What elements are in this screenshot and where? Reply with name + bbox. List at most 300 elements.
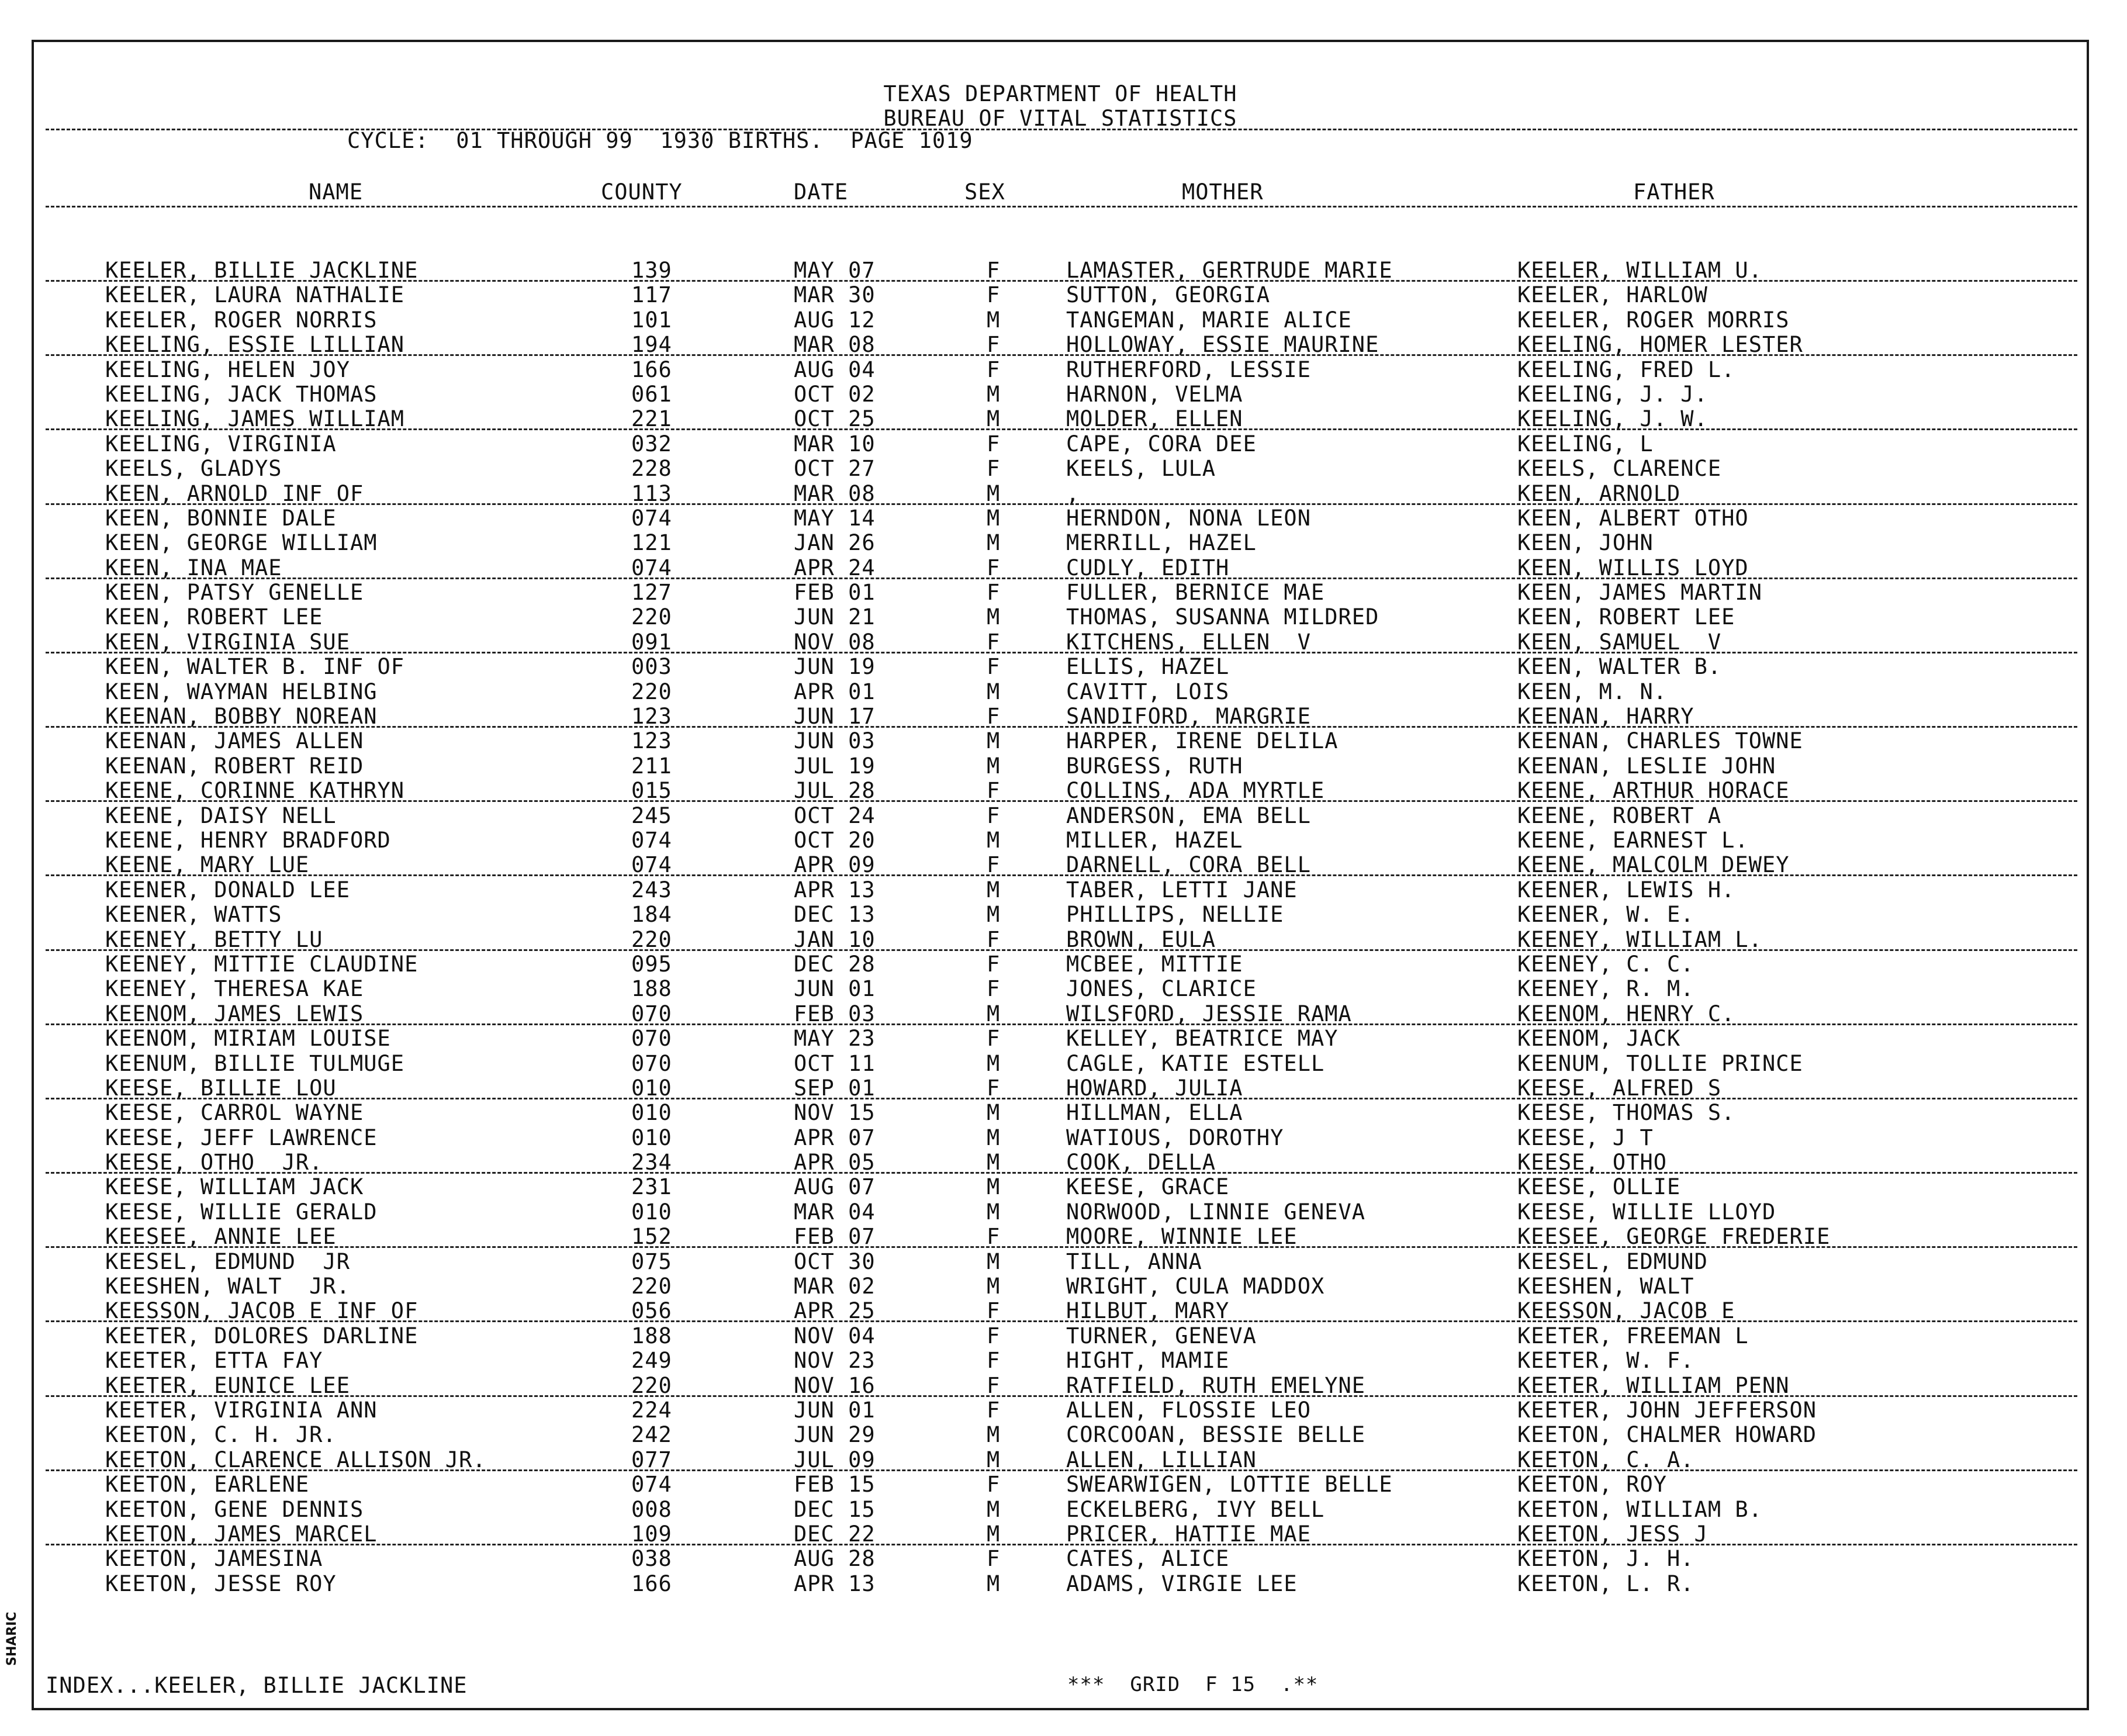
cell-father: KEETER, FREEMAN L bbox=[1517, 1323, 1749, 1348]
cell-sex: M bbox=[987, 1521, 1001, 1547]
cell-mother: LAMASTER, GERTRUDE MARIE bbox=[1066, 258, 1393, 283]
cell-sex: F bbox=[987, 654, 1001, 680]
cell-father: KEEN, SAMUEL V bbox=[1517, 629, 1722, 655]
cell-sex: M bbox=[987, 307, 1001, 333]
cell-county: 074 bbox=[631, 852, 672, 878]
cell-father: KEESE, WILLIE LLOYD bbox=[1517, 1199, 1776, 1225]
cell-mother: CUDLY, EDITH bbox=[1066, 555, 1230, 580]
cell-sex: M bbox=[987, 1100, 1001, 1126]
cell-sex: M bbox=[987, 827, 1001, 853]
cell-father: KEESSON, JACOB E bbox=[1517, 1298, 1735, 1324]
table-row bbox=[34, 1448, 2087, 1472]
cell-date: NOV 04 bbox=[794, 1323, 876, 1348]
cell-name: KEELING, ESSIE LILLIAN bbox=[105, 332, 405, 358]
cell-sex: M bbox=[987, 1447, 1001, 1472]
cell-mother: HARNON, VELMA bbox=[1066, 381, 1243, 407]
cell-name: KEENER, DONALD LEE bbox=[105, 877, 350, 902]
table-row bbox=[34, 1026, 2087, 1051]
cell-mother: PRICER, HATTIE MAE bbox=[1066, 1521, 1311, 1547]
cell-sex: F bbox=[987, 1372, 1001, 1398]
cell-sex: M bbox=[987, 1150, 1001, 1175]
cell-date: OCT 27 bbox=[794, 456, 876, 482]
cell-name: KEESE, JEFF LAWRENCE bbox=[105, 1125, 378, 1150]
cell-name: KEETON, JAMES MARCEL bbox=[105, 1521, 378, 1547]
cell-mother: CAGLE, KATIE ESTELL bbox=[1066, 1050, 1325, 1076]
cell-name: KEELS, GLADYS bbox=[105, 456, 282, 482]
cell-mother: KITCHENS, ELLEN V bbox=[1066, 629, 1311, 655]
cell-father: KEETER, JOHN JEFFERSON bbox=[1517, 1397, 1817, 1423]
cell-sex: F bbox=[987, 357, 1001, 382]
cell-mother: DARNELL, CORA BELL bbox=[1066, 852, 1311, 878]
cell-father: KEELING, J. W. bbox=[1517, 406, 1708, 432]
cell-name: KEENEY, BETTY LU bbox=[105, 926, 323, 952]
table-row bbox=[34, 580, 2087, 605]
column-header-date: DATE bbox=[794, 179, 849, 205]
cell-mother: JONES, CLARICE bbox=[1066, 976, 1257, 1002]
cell-father: KEEN, JAMES MARTIN bbox=[1517, 580, 1762, 606]
cell-name: KEESE, WILLIE GERALD bbox=[105, 1199, 378, 1225]
cell-name: KEELER, BILLIE JACKLINE bbox=[105, 258, 419, 283]
cell-date: NOV 08 bbox=[794, 629, 876, 655]
cell-sex: M bbox=[987, 1274, 1001, 1299]
header-cycle: CYCLE: 01 THROUGH 99 1930 BIRTHS. PAGE 1019 bbox=[347, 128, 973, 153]
cell-mother: ALLEN, LILLIAN bbox=[1066, 1447, 1257, 1472]
cell-name: KEEN, GEORGE WILLIAM bbox=[105, 530, 378, 556]
cell-date: FEB 03 bbox=[794, 1001, 876, 1026]
cell-father: KEEN, JOHN bbox=[1517, 530, 1654, 556]
table-row bbox=[34, 704, 2087, 729]
cell-county: 091 bbox=[631, 629, 672, 655]
row-rule bbox=[46, 280, 2077, 282]
cell-date: JUN 17 bbox=[794, 704, 876, 729]
table-row bbox=[34, 1374, 2087, 1398]
table-row bbox=[34, 1274, 2087, 1299]
cell-mother: THOMAS, SUSANNA MILDRED bbox=[1066, 604, 1379, 630]
header-agency: TEXAS DEPARTMENT OF HEALTH bbox=[883, 81, 1237, 106]
cell-father: KEETER, W. F. bbox=[1517, 1348, 1694, 1374]
cell-mother: WRIGHT, CULA MADDOX bbox=[1066, 1274, 1325, 1299]
cell-name: KEETON, GENE DENNIS bbox=[105, 1496, 364, 1522]
document-frame bbox=[32, 40, 2089, 1710]
cell-date: MAR 30 bbox=[794, 282, 876, 308]
table-row bbox=[34, 1572, 2087, 1596]
cell-county: 220 bbox=[631, 679, 672, 704]
cell-name: KEELING, VIRGINIA bbox=[105, 431, 337, 457]
table-row bbox=[34, 407, 2087, 431]
cell-name: KEESE, BILLIE LOU bbox=[105, 1075, 337, 1101]
cell-sex: F bbox=[987, 1323, 1001, 1348]
table-row bbox=[34, 952, 2087, 977]
cell-father: KEENEY, WILLIAM L. bbox=[1517, 926, 1762, 952]
cell-county: 220 bbox=[631, 926, 672, 952]
cell-mother: , bbox=[1066, 480, 1080, 506]
column-header-county: COUNTY bbox=[601, 179, 683, 205]
row-rule bbox=[46, 652, 2077, 653]
column-header-name: NAME bbox=[309, 179, 364, 205]
cell-father: KEELER, HARLOW bbox=[1517, 282, 1708, 308]
cell-father: KEEN, ROBERT LEE bbox=[1517, 604, 1735, 630]
cell-county: 127 bbox=[631, 580, 672, 606]
cell-county: 123 bbox=[631, 728, 672, 754]
cell-father: KEETON, CHALMER HOWARD bbox=[1517, 1422, 1817, 1448]
row-rule bbox=[46, 800, 2077, 802]
cell-mother: HERNDON, NONA LEON bbox=[1066, 505, 1311, 531]
cell-date: MAR 10 bbox=[794, 431, 876, 457]
cell-county: 101 bbox=[631, 307, 672, 333]
cell-father: KEESE, J T bbox=[1517, 1125, 1654, 1150]
column-header-rule bbox=[46, 206, 2077, 208]
cell-sex: M bbox=[987, 877, 1001, 902]
cell-sex: F bbox=[987, 976, 1001, 1002]
table-row bbox=[34, 977, 2087, 1001]
cell-county: 184 bbox=[631, 902, 672, 928]
row-rule bbox=[46, 949, 2077, 951]
cell-name: KEESE, CARROL WAYNE bbox=[105, 1100, 364, 1126]
cell-county: 228 bbox=[631, 456, 672, 482]
table-row bbox=[34, 779, 2087, 803]
cell-county: 070 bbox=[631, 1050, 672, 1076]
column-header-father: FATHER bbox=[1633, 179, 1715, 205]
cell-county: 123 bbox=[631, 704, 672, 729]
cell-mother: TILL, ANNA bbox=[1066, 1249, 1202, 1274]
cell-name: KEETER, ETTA FAY bbox=[105, 1348, 323, 1374]
cell-name: KEENAN, JAMES ALLEN bbox=[105, 728, 364, 754]
cell-sex: F bbox=[987, 282, 1001, 308]
cell-mother: MOLDER, ELLEN bbox=[1066, 406, 1243, 432]
cell-county: 249 bbox=[631, 1348, 672, 1374]
table-row bbox=[34, 1200, 2087, 1225]
cell-mother: FULLER, BERNICE MAE bbox=[1066, 580, 1325, 606]
cell-date: AUG 04 bbox=[794, 357, 876, 382]
cell-father: KEETON, JESS J bbox=[1517, 1521, 1708, 1547]
cell-mother: MILLER, HAZEL bbox=[1066, 827, 1243, 853]
cell-date: JUL 19 bbox=[794, 753, 876, 779]
cell-date: JUN 01 bbox=[794, 1397, 876, 1423]
cell-mother: MCBEE, MITTIE bbox=[1066, 951, 1243, 977]
table-row bbox=[34, 382, 2087, 407]
cell-name: KEENE, HENRY BRADFORD bbox=[105, 827, 391, 853]
row-rule bbox=[46, 1469, 2077, 1471]
cell-county: 243 bbox=[631, 877, 672, 902]
cell-county: 113 bbox=[631, 480, 672, 506]
cell-date: JUN 03 bbox=[794, 728, 876, 754]
cell-date: APR 13 bbox=[794, 877, 876, 902]
cell-county: 061 bbox=[631, 381, 672, 407]
cell-father: KEEN, ARNOLD bbox=[1517, 480, 1681, 506]
cell-date: NOV 16 bbox=[794, 1372, 876, 1398]
cell-date: APR 13 bbox=[794, 1571, 876, 1596]
cell-father: KEELING, J. J. bbox=[1517, 381, 1708, 407]
cell-father: KEETON, C. A. bbox=[1517, 1447, 1694, 1472]
cell-mother: RATFIELD, RUTH EMELYNE bbox=[1066, 1372, 1366, 1398]
cell-mother: NORWOOD, LINNIE GENEVA bbox=[1066, 1199, 1366, 1225]
table-row bbox=[34, 283, 2087, 307]
cell-sex: F bbox=[987, 1546, 1001, 1572]
cell-father: KEENE, ROBERT A bbox=[1517, 803, 1722, 828]
row-rule bbox=[46, 1395, 2077, 1397]
cell-mother: COLLINS, ADA MYRTLE bbox=[1066, 778, 1325, 804]
cell-date: APR 05 bbox=[794, 1150, 876, 1175]
cell-date: OCT 02 bbox=[794, 381, 876, 407]
cell-county: 015 bbox=[631, 778, 672, 804]
table-row bbox=[34, 482, 2087, 506]
cell-county: 074 bbox=[631, 555, 672, 580]
cell-name: KEETON, JAMESINA bbox=[105, 1546, 323, 1572]
cell-mother: CORCOOAN, BESSIE BELLE bbox=[1066, 1422, 1366, 1448]
cell-sex: F bbox=[987, 926, 1001, 952]
cell-date: MAY 23 bbox=[794, 1026, 876, 1052]
cell-sex: M bbox=[987, 406, 1001, 432]
cell-sex: M bbox=[987, 1050, 1001, 1076]
cell-sex: F bbox=[987, 1397, 1001, 1423]
cell-date: FEB 15 bbox=[794, 1472, 876, 1498]
cell-name: KEENER, WATTS bbox=[105, 902, 282, 928]
cell-mother: SUTTON, GEORGIA bbox=[1066, 282, 1271, 308]
cell-county: 220 bbox=[631, 1274, 672, 1299]
cell-name: KEEN, PATSY GENELLE bbox=[105, 580, 364, 606]
cell-father: KEESHEN, WALT bbox=[1517, 1274, 1694, 1299]
table-row bbox=[34, 1324, 2087, 1348]
cell-county: 234 bbox=[631, 1150, 672, 1175]
cell-father: KEENEY, C. C. bbox=[1517, 951, 1694, 977]
cell-county: 117 bbox=[631, 282, 672, 308]
cell-mother: ALLEN, FLOSSIE LEO bbox=[1066, 1397, 1311, 1423]
cell-county: 220 bbox=[631, 1372, 672, 1398]
cell-sex: F bbox=[987, 332, 1001, 358]
cell-sex: F bbox=[987, 555, 1001, 580]
table-row bbox=[34, 1472, 2087, 1497]
footer-grid: *** GRID F 15 .** bbox=[1067, 1673, 1319, 1696]
cell-father: KEETER, WILLIAM PENN bbox=[1517, 1372, 1790, 1398]
cell-mother: WILSFORD, JESSIE RAMA bbox=[1066, 1001, 1352, 1026]
cell-county: 077 bbox=[631, 1447, 672, 1472]
cell-mother: CAVITT, LOIS bbox=[1066, 679, 1230, 704]
cell-father: KEELS, CLARENCE bbox=[1517, 456, 1722, 482]
cell-mother: COOK, DELLA bbox=[1066, 1150, 1216, 1175]
cell-mother: WATIOUS, DOROTHY bbox=[1066, 1125, 1284, 1150]
cell-date: DEC 28 bbox=[794, 951, 876, 977]
column-header-sex: SEX bbox=[964, 179, 1005, 205]
cell-date: AUG 12 bbox=[794, 307, 876, 333]
cell-county: 166 bbox=[631, 1571, 672, 1596]
table-row bbox=[34, 655, 2087, 679]
cell-date: OCT 30 bbox=[794, 1249, 876, 1274]
cell-sex: F bbox=[987, 1224, 1001, 1250]
cell-county: 224 bbox=[631, 1397, 672, 1423]
cell-mother: TANGEMAN, MARIE ALICE bbox=[1066, 307, 1352, 333]
column-header-mother: MOTHER bbox=[1182, 179, 1264, 205]
table-row bbox=[34, 258, 2087, 283]
cell-sex: F bbox=[987, 1026, 1001, 1052]
cell-sex: F bbox=[987, 852, 1001, 878]
cell-county: 056 bbox=[631, 1298, 672, 1324]
cell-date: MAY 14 bbox=[794, 505, 876, 531]
table-row bbox=[34, 630, 2087, 655]
cell-mother: BURGESS, RUTH bbox=[1066, 753, 1243, 779]
cell-name: KEENE, MARY LUE bbox=[105, 852, 310, 878]
cell-father: KEELING, L bbox=[1517, 431, 1654, 457]
table-row bbox=[34, 1101, 2087, 1125]
cell-name: KEEN, ARNOLD INF OF bbox=[105, 480, 364, 506]
cell-mother: HILLMAN, ELLA bbox=[1066, 1100, 1243, 1126]
cell-father: KEELING, FRED L. bbox=[1517, 357, 1735, 382]
table-row bbox=[34, 556, 2087, 580]
cell-name: KEETER, EUNICE LEE bbox=[105, 1372, 350, 1398]
cell-mother: ANDERSON, EMA BELL bbox=[1066, 803, 1311, 828]
cell-date: APR 25 bbox=[794, 1298, 876, 1324]
table-row bbox=[34, 506, 2087, 531]
cell-county: 109 bbox=[631, 1521, 672, 1547]
cell-mother: KELLEY, BEATRICE MAY bbox=[1066, 1026, 1339, 1052]
cell-date: APR 07 bbox=[794, 1125, 876, 1150]
cell-sex: F bbox=[987, 629, 1001, 655]
cell-sex: M bbox=[987, 1174, 1001, 1200]
table-row bbox=[34, 1423, 2087, 1447]
cell-mother: SWEARWIGEN, LOTTIE BELLE bbox=[1066, 1472, 1393, 1498]
cell-sex: M bbox=[987, 604, 1001, 630]
cell-county: 188 bbox=[631, 1323, 672, 1348]
cell-father: KEEN, ALBERT OTHO bbox=[1517, 505, 1749, 531]
table-row bbox=[34, 729, 2087, 753]
cell-father: KEESE, OTHO bbox=[1517, 1150, 1668, 1175]
cell-name: KEENOM, JAMES LEWIS bbox=[105, 1001, 364, 1026]
cell-mother: PHILLIPS, NELLIE bbox=[1066, 902, 1284, 928]
table-row bbox=[34, 1076, 2087, 1101]
table-row bbox=[34, 1348, 2087, 1373]
cell-date: AUG 28 bbox=[794, 1546, 876, 1572]
cell-mother: HILBUT, MARY bbox=[1066, 1298, 1230, 1324]
cell-name: KEENAN, ROBERT REID bbox=[105, 753, 364, 779]
cell-sex: F bbox=[987, 1298, 1001, 1324]
table-row bbox=[34, 1126, 2087, 1150]
cell-name: KEELER, LAURA NATHALIE bbox=[105, 282, 405, 308]
cell-sex: M bbox=[987, 480, 1001, 506]
table-row bbox=[34, 308, 2087, 333]
cell-date: JUL 09 bbox=[794, 1447, 876, 1472]
cell-sex: F bbox=[987, 704, 1001, 729]
table-row bbox=[34, 1150, 2087, 1175]
cell-name: KEETON, JESSE ROY bbox=[105, 1571, 337, 1596]
table-row bbox=[34, 1522, 2087, 1547]
table-row bbox=[34, 1299, 2087, 1323]
cell-name: KEEN, ROBERT LEE bbox=[105, 604, 323, 630]
cell-sex: F bbox=[987, 951, 1001, 977]
cell-county: 032 bbox=[631, 431, 672, 457]
table-row bbox=[34, 1498, 2087, 1522]
cell-county: 152 bbox=[631, 1224, 672, 1250]
row-rule bbox=[46, 503, 2077, 505]
cell-name: KEESSON, JACOB E INF OF bbox=[105, 1298, 419, 1324]
cell-date: SEP 01 bbox=[794, 1075, 876, 1101]
cell-date: DEC 22 bbox=[794, 1521, 876, 1547]
cell-name: KEESE, OTHO JR. bbox=[105, 1150, 323, 1175]
cell-county: 070 bbox=[631, 1026, 672, 1052]
cell-name: KEETON, CLARENCE ALLISON JR. bbox=[105, 1447, 486, 1472]
cell-county: 010 bbox=[631, 1125, 672, 1150]
cell-county: 242 bbox=[631, 1422, 672, 1448]
cell-date: NOV 15 bbox=[794, 1100, 876, 1126]
cell-sex: M bbox=[987, 1422, 1001, 1448]
cell-name: KEEN, BONNIE DALE bbox=[105, 505, 337, 531]
cell-date: MAY 07 bbox=[794, 258, 876, 283]
cell-sex: M bbox=[987, 728, 1001, 754]
cell-father: KEENAN, HARRY bbox=[1517, 704, 1694, 729]
cell-county: 166 bbox=[631, 357, 672, 382]
cell-mother: CAPE, CORA DEE bbox=[1066, 431, 1257, 457]
side-mark: SHARIC bbox=[5, 1611, 19, 1666]
row-rule bbox=[46, 1544, 2077, 1545]
cell-sex: F bbox=[987, 258, 1001, 283]
cell-father: KEETON, J. H. bbox=[1517, 1546, 1694, 1572]
cell-date: FEB 01 bbox=[794, 580, 876, 606]
cell-mother: KEELS, LULA bbox=[1066, 456, 1216, 482]
cell-father: KEELER, ROGER MORRIS bbox=[1517, 307, 1790, 333]
table-row bbox=[34, 878, 2087, 902]
table-row bbox=[34, 680, 2087, 704]
cell-name: KEENE, DAISY NELL bbox=[105, 803, 337, 828]
cell-father: KEESEE, GEORGE FREDERIE bbox=[1517, 1224, 1831, 1250]
table-row bbox=[34, 1175, 2087, 1199]
cell-father: KEETON, WILLIAM B. bbox=[1517, 1496, 1762, 1522]
cell-county: 070 bbox=[631, 1001, 672, 1026]
table-row bbox=[34, 531, 2087, 555]
cell-date: JUN 19 bbox=[794, 654, 876, 680]
cell-father: KEENE, ARTHUR HORACE bbox=[1517, 778, 1790, 804]
cell-sex: F bbox=[987, 1348, 1001, 1374]
cell-date: OCT 24 bbox=[794, 803, 876, 828]
row-rule bbox=[46, 354, 2077, 356]
cell-sex: M bbox=[987, 753, 1001, 779]
row-rule bbox=[46, 726, 2077, 728]
cell-name: KEEN, WAYMAN HELBING bbox=[105, 679, 378, 704]
cell-father: KEEN, WALTER B. bbox=[1517, 654, 1722, 680]
cell-father: KEEN, WILLIS LOYD bbox=[1517, 555, 1749, 580]
cell-sex: M bbox=[987, 1496, 1001, 1522]
cell-father: KEETON, L. R. bbox=[1517, 1571, 1694, 1596]
cell-father: KEENOM, JACK bbox=[1517, 1026, 1681, 1052]
cell-father: KEENAN, CHARLES TOWNE bbox=[1517, 728, 1803, 754]
cell-date: MAR 08 bbox=[794, 480, 876, 506]
cell-name: KEESHEN, WALT JR. bbox=[105, 1274, 350, 1299]
cell-name: KEETON, EARLENE bbox=[105, 1472, 310, 1498]
cell-father: KEEN, M. N. bbox=[1517, 679, 1668, 704]
cell-date: APR 01 bbox=[794, 679, 876, 704]
cell-mother: TABER, LETTI JANE bbox=[1066, 877, 1298, 902]
cell-mother: ELLIS, HAZEL bbox=[1066, 654, 1230, 680]
cell-name: KEESEL, EDMUND JR bbox=[105, 1249, 350, 1274]
cell-mother: HARPER, IRENE DELILA bbox=[1066, 728, 1339, 754]
cell-father: KEENOM, HENRY C. bbox=[1517, 1001, 1735, 1026]
cell-father: KEENE, EARNEST L. bbox=[1517, 827, 1749, 853]
table-row bbox=[34, 902, 2087, 927]
table-row bbox=[34, 1052, 2087, 1076]
table-row bbox=[34, 1250, 2087, 1274]
header-bureau: BUREAU OF VITAL STATISTICS bbox=[883, 106, 1237, 131]
table-row bbox=[34, 333, 2087, 357]
cell-father: KEESE, OLLIE bbox=[1517, 1174, 1681, 1200]
table-row bbox=[34, 358, 2087, 382]
cell-father: KEENEY, R. M. bbox=[1517, 976, 1694, 1002]
cell-father: KEELER, WILLIAM U. bbox=[1517, 258, 1762, 283]
table-row bbox=[34, 1547, 2087, 1571]
cell-date: FEB 07 bbox=[794, 1224, 876, 1250]
cell-name: KEETER, DOLORES DARLINE bbox=[105, 1323, 419, 1348]
row-rule bbox=[46, 577, 2077, 579]
cell-county: 075 bbox=[631, 1249, 672, 1274]
row-rule bbox=[46, 428, 2077, 430]
cell-county: 245 bbox=[631, 803, 672, 828]
cell-mother: TURNER, GENEVA bbox=[1066, 1323, 1257, 1348]
